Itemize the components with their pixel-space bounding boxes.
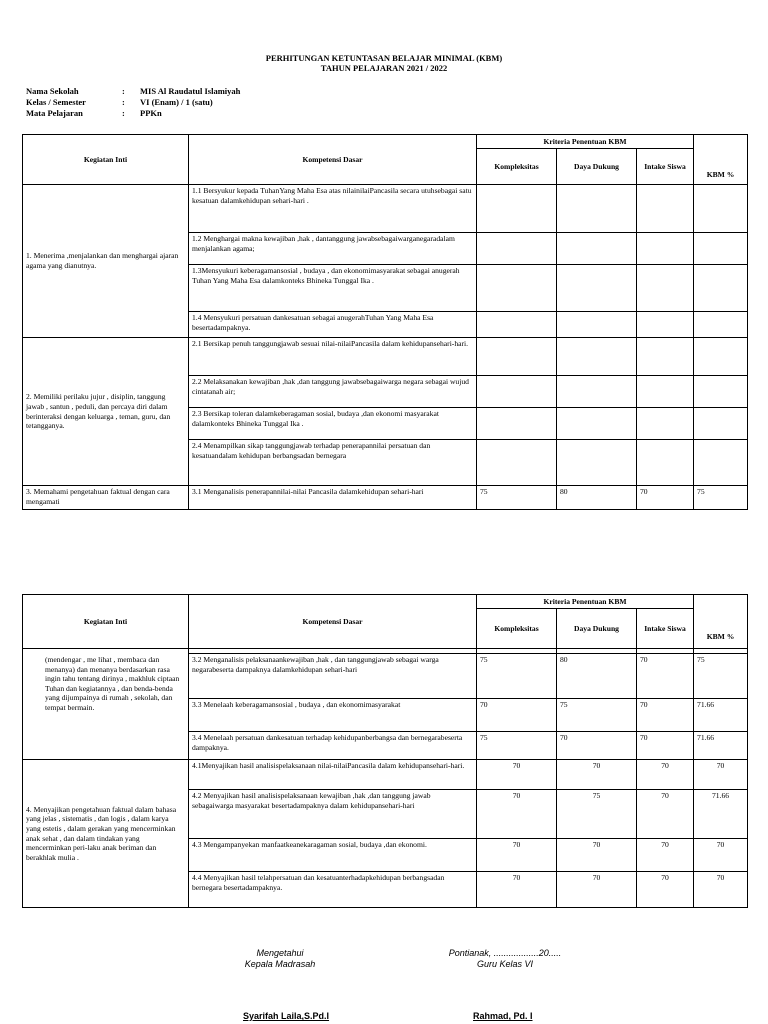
ki-cell: (mendengar , me lihat , membaca dan menanya) dan menanya berdasarkan rasa ingin tahu tentang dirinya , makhluk ciptaan Tuhan dan kegiatannya , dan benda-benda yang dijumpainya di rumah , sekolah, dan tempat bermain. [23,649,189,760]
kd-cell: 4.1Menyajikan hasil analisispelaksanaan nilai-nilaiPancasila dalam kehidupansehari-hari. [189,760,477,790]
intake-value: 70 [637,654,694,699]
intake-value: 70 [637,872,694,908]
daya-dukung-value: 70 [557,839,637,872]
kbm-value: 70 [694,872,748,908]
ki-cell: 2. Memiliki perilaku jujur , disiplin, tanggung jawab , santun , peduli, dan percaya diri dalam berinteraksi dengan keluarga , teman, guru, dan tetangganya. [23,338,189,486]
header-kegiatan-inti: Kegiatan Inti [23,135,189,185]
kbm-value: 71.66 [694,732,748,760]
signature-left-name: Syarifah Laila,S.Pd.I [243,1011,330,1021]
kd-cell: 2.3 Bersikap toleran dalamkeberagaman sosial, budaya ,dan ekonomi masyarakat dalamkonteks Bhineka Tunggal Ika . [189,408,477,440]
signature-left-caption [220,948,340,970]
kd-cell: 1.4 Mensyukuri persatuan dankesatuan sebagai anugerahTuhan Yang Maha Esa besertadampaknya. [189,312,477,338]
header-intake-siswa: Intake Siswa [637,609,694,649]
kd-cell: 1.1 Bersyukur kepada TuhanYang Maha Esa atas nilainilaiPancasila secara utuhsebagai satu kesatuan dalamkehidupan sehari-hari . [189,185,477,233]
kbm-value: 71.66 [694,699,748,732]
meta-class-value: VI (Enam) / 1 (satu) [140,97,213,107]
meta-class-label: Kelas / Semester [26,97,86,107]
meta-subject-label: Mata Pelajaran [26,108,83,118]
kd-cell: 3.1 Menganalisis penerapannilai-nilai Pancasila dalamkehidupan sehari-hari [189,486,477,510]
kbm-value: 71.66 [694,790,748,839]
header-kriteria: Kriteria Penentuan KBM [477,135,694,149]
meta-subject-value: PPKn [140,108,162,118]
kompleksitas-value: 75 [477,654,557,699]
kbm-value: 70 [694,760,748,790]
header-kompetensi-dasar: Kompetensi Dasar [189,135,477,185]
kd-cell: 1.3Mensyukuri keberagamansosial , budaya , dan ekonomimasyarakat sebagai anugerah Tuhan Yang Maha Esa dalamkonteks Bhineka Tunggal Ika . [189,265,477,312]
meta-colon: : [122,86,125,96]
meta-colon: : [122,97,125,107]
kbm-table-1 [22,134,748,510]
signature-right-name: Rahmad, Pd. I [473,1011,533,1021]
header-daya-dukung: Daya Dukung [557,609,637,649]
intake-value: 70 [637,699,694,732]
daya-dukung-value: 70 [557,732,637,760]
header-kbm: KBM % [694,149,748,185]
kompleksitas-value: 70 [477,790,557,839]
kompleksitas-value: 70 [477,760,557,790]
kd-cell: 3.2 Menganalisis pelaksanaankewajiban ,hak , dan tanggungjawab sebagai warga negarabeserta dampaknya dalamkehidupan sehari-hari [189,654,477,699]
signature-right-line2: Guru Kelas VI [476,959,534,969]
meta-colon: : [122,108,125,118]
ki-cell: 1. Menerima ,menjalankan dan menghargai ajaran agama yang dianutnya. [23,185,189,338]
signature-right-line1: Pontianak, ..................20..... [448,948,562,958]
intake-value: 70 [637,839,694,872]
intake-value: 70 [637,760,694,790]
kd-cell: 2.4 Menampilkan sikap tanggungjawab terhadap penerapannilai persatuan dan kesatuandalam kehidupan berbangsadan bernegara [189,440,477,486]
daya-dukung-value: 75 [557,790,637,839]
header-daya-dukung: Daya Dukung [557,149,637,185]
header-kriteria: Kriteria Penentuan KBM [477,595,694,609]
header-kegiatan-inti: Kegiatan Inti [23,595,189,649]
kbm-value: 75 [694,654,748,699]
signature-left-line1: Mengetahui [256,948,304,958]
kompleksitas-value: 75 [477,732,557,760]
header-kompleksitas: Kompleksitas [477,609,557,649]
kd-cell: 2.2 Melaksanakan kewajiban ,hak ,dan tanggung jawabsebagaiwarga negara sebagai wujud cintatanah air; [189,376,477,408]
kd-cell: 4.4 Menyajikan hasil telahpersatuan dan kesatuanterhadapkehidupan berbangsadan bernegara besertadampaknya. [189,872,477,908]
daya-dukung-value: 70 [557,872,637,908]
header-kompleksitas: Kompleksitas [477,149,557,185]
daya-dukung-value: 70 [557,760,637,790]
kd-cell: 4.3 Mengampanyekan manfaatkeanekaragaman sosial, budaya ,dan ekonomi. [189,839,477,872]
document-title: PERHITUNGAN KETUNTASAN BELAJAR MINIMAL (KBM) [265,53,503,63]
intake-value: 70 [637,486,694,510]
meta-school-value: MIS Al Raudatul Islamiyah [140,86,241,96]
meta-class [26,97,213,108]
daya-dukung-value: 75 [557,699,637,732]
kompleksitas-value: 70 [477,699,557,732]
kd-cell: 3.3 Menelaah keberagamansosial , budaya , dan ekonomimasyarakat [189,699,477,732]
kompleksitas-value: 70 [477,872,557,908]
signature-left-line2: Kepala Madrasah [244,959,316,969]
ki-cell: 3. Memahami pengetahuan faktual dengan cara mengamati [23,486,189,510]
kd-cell: 2.1 Bersikap penuh tanggungjawab sesuai nilai-nilaiPancasila dalam kehidupansehari-hari. [189,338,477,376]
ki-cell: 4. Menyajikan pengetahuan faktual dalam bahasa yang jelas , sistematis , dan logis , dalam karya yang estetis , dalam gerakan yang mencerminkan anak sehat , dan dalam tindakan yang mencerminkan peri-laku anak beriman dan berakhlak mulia . [23,760,189,908]
header-intake-siswa: Intake Siswa [637,149,694,185]
intake-value: 70 [637,790,694,839]
kompleksitas-value: 75 [477,486,557,510]
document-subtitle: TAHUN PELAJARAN 2021 / 2022 [320,63,448,73]
daya-dukung-value: 80 [557,486,637,510]
kbm-value: 70 [694,839,748,872]
daya-dukung-value: 80 [557,654,637,699]
meta-subject [26,108,162,119]
kbm-table-2 [22,594,748,908]
kd-cell: 4.2 Menyajikan hasil analisispelaksanaan kewajiban ,hak ,dan tanggung jawab sebagaiwarga masyarakat besertadampaknya dalam kehidupansehari-hari [189,790,477,839]
kd-cell: 3.4 Menelaah persatuan dankesatuan terhadap kehidupanberbangsa dan bernegarabeserta dampaknya. [189,732,477,760]
meta-school [26,86,240,97]
kd-cell: 1.2 Menghargai makna kewajiban ,hak , dantanggung jawabsebagaiwarganegaradalam menjalankan agama; [189,233,477,265]
meta-school-label: Nama Sekolah [26,86,79,96]
header-kompetensi-dasar: Kompetensi Dasar [189,595,477,649]
intake-value: 70 [637,732,694,760]
header-kbm: KBM % [694,609,748,649]
kompleksitas-value: 70 [477,839,557,872]
kbm-value: 75 [694,486,748,510]
signature-right-caption [430,948,580,970]
